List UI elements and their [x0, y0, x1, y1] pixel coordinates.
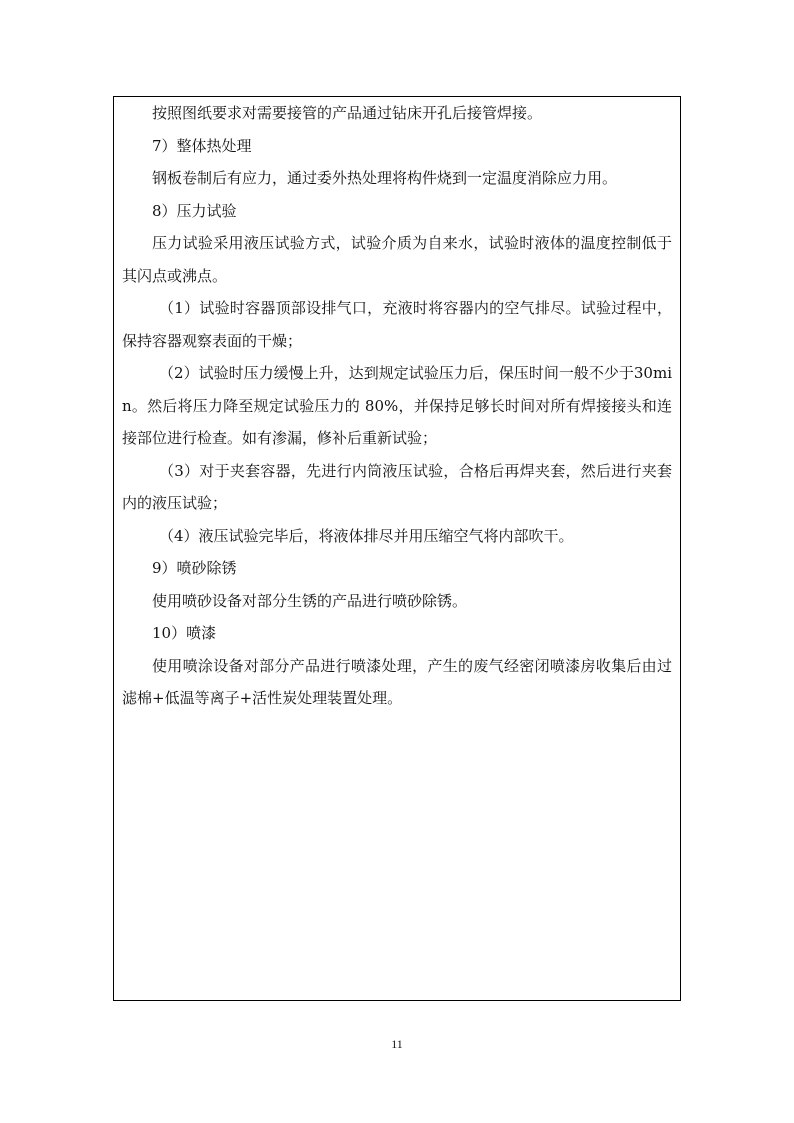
paragraph-heat-treatment: 钢板卷制后有应力，通过委外热处理将构件烧到一定温度消除应力用。 [152, 169, 618, 187]
pressure-test-step-2: （2）试验时压力缓慢上升，达到规定试验压力后，保压时间一般不少于30min。然后将压力降至规定试验压力的 80%，并保持足够长时间对所有焊接接头和连接部位进行检查。如有渗漏，修补后重新试验； [122, 364, 672, 447]
paragraph-painting: 使用喷涂设备对部分产品进行喷漆处理，产生的废气经密闭喷漆房收集后由过滤棉+低温等离子+活性炭处理装置处理。 [122, 656, 672, 707]
heading-heat-treatment: 7）整体热处理 [152, 136, 252, 155]
page-number: 11 [391, 1037, 403, 1051]
pressure-test-step-1: （1）试验时容器顶部设排气口，充液时将容器内的空气排尽。试验过程中，保持容器观察表面的干燥； [122, 299, 672, 350]
paragraph-pressure-test: 压力试验采用液压试验方式，试验介质为自来水，试验时液体的温度控制低于其闪点或沸点。 [122, 234, 672, 285]
paragraph-sandblasting: 使用喷砂设备对部分生锈的产品进行喷砂除锈。 [152, 591, 468, 610]
pressure-test-step-3: （3）对于夹套容器，先进行内筒液压试验，合格后再焊夹套，然后进行夹套内的液压试验； [122, 461, 672, 512]
paragraph-drilling: 按照图纸要求对需要接管的产品通过钻床开孔后接管焊接。 [152, 104, 543, 122]
pressure-test-step-4: （4）液压试验完毕后，将液体排尽并用压缩空气将内部吹干。 [159, 526, 574, 545]
heading-pressure-test: 8）压力试验 [152, 201, 237, 220]
heading-painting: 10）喷漆 [152, 624, 217, 642]
document-body [114, 97, 680, 715]
document-frame [113, 96, 681, 1001]
heading-sandblasting: 9）喷砂除锈 [152, 559, 237, 577]
